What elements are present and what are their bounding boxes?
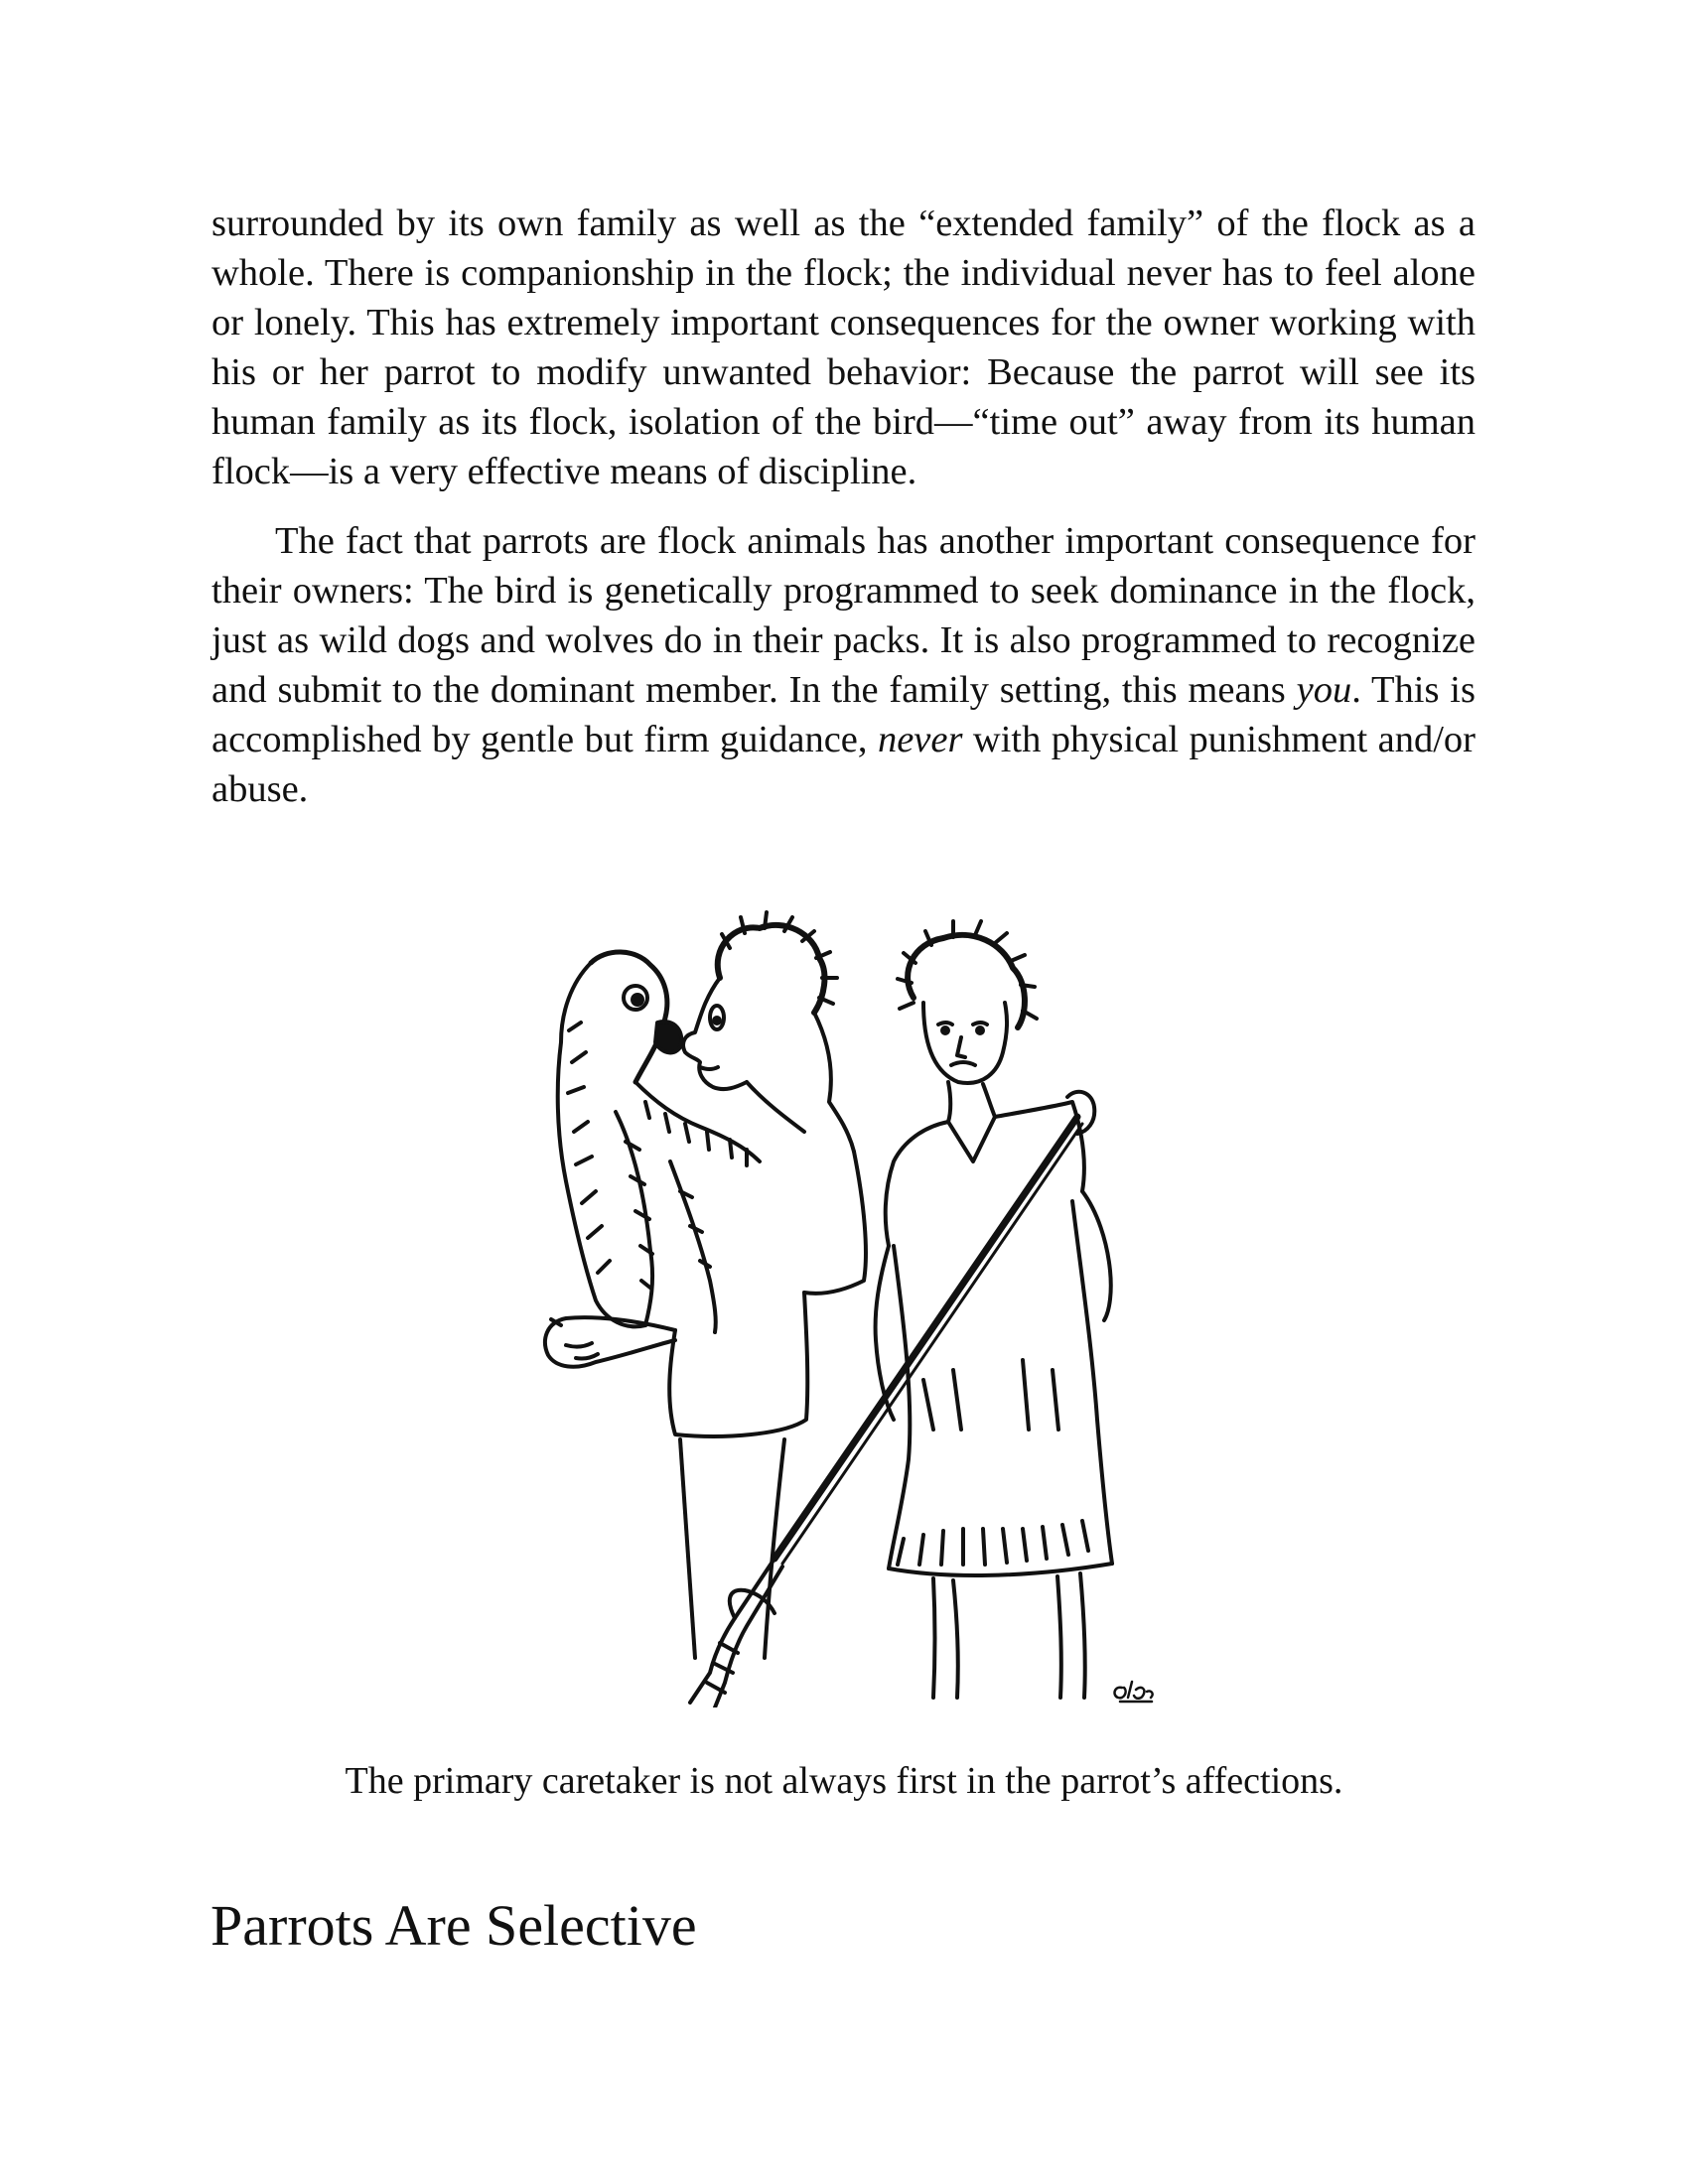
body-text xyxy=(211,199,1476,814)
man-figure xyxy=(545,912,866,1658)
illustration xyxy=(487,903,1201,1707)
emphasis-you: you xyxy=(1296,669,1352,711)
paragraph-2-text-3: with physical punishment and/or abuse. xyxy=(211,719,1477,810)
woman-figure xyxy=(690,921,1112,1707)
artist-signature xyxy=(1115,1682,1153,1702)
figure-caption: The primary caretaker is not always first in the parrot’s affections. xyxy=(345,1760,1343,1802)
emphasis-never: never xyxy=(877,719,963,760)
paragraph-2-text-1: The fact that parrots are flock animals has another important consequence for their owners: The bird is genetically programmed to seek dominance in the flock, just as wild dogs and wolves do in their packs. It is also programmed to recognize and submit to the dominant member. In the family setting, this means xyxy=(211,520,1476,711)
section-heading: Parrots Are Selective xyxy=(211,1893,697,1958)
paragraph-1: surrounded by its own family as well as the “extended family” of the flock as a whole. There is companionship in the flock; the individual never has to feel alone or lonely. This has extremely important consequences for the owner working with his or her parrot to modify unwanted behavior: Because the parrot will see its human family as its flock, isolation of the bird—“time out” away from its human flock—is a very effective means of discipline. xyxy=(211,203,1476,492)
parrot-cartoon-drawing xyxy=(487,903,1201,1707)
parrot-figure xyxy=(558,952,760,1332)
paragraph-2-text-2: . This is accomplished by gentle but firm guidance, xyxy=(211,669,1476,760)
paragraph-2 xyxy=(211,516,1476,814)
